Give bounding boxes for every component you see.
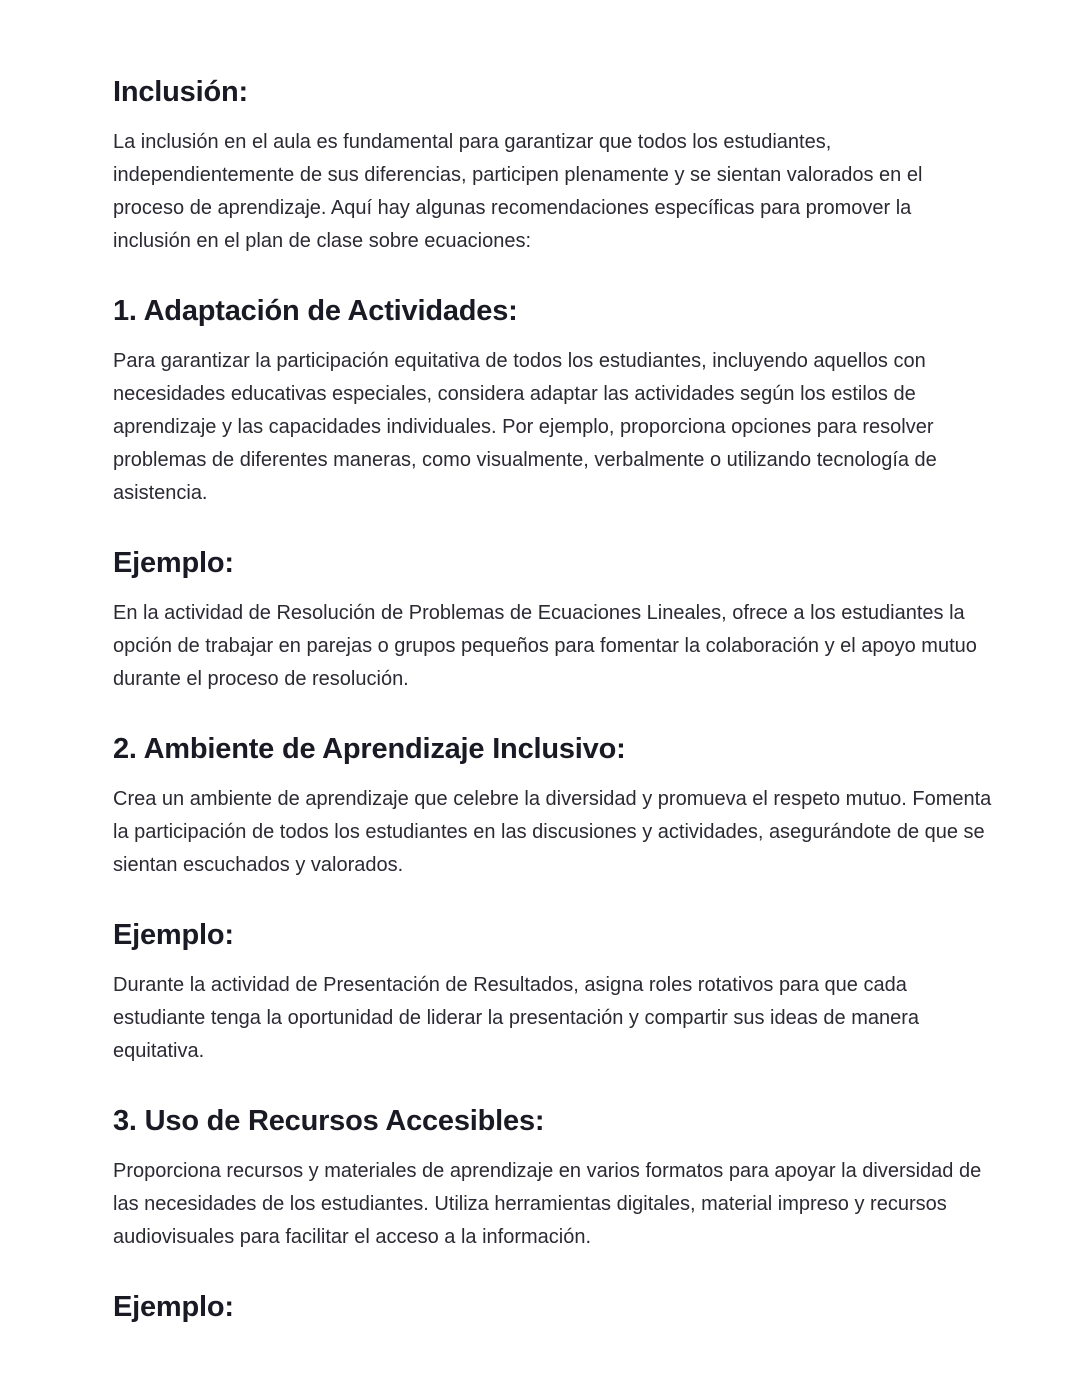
document-content bbox=[113, 72, 993, 1337]
section-paragraph-recursos: Proporciona recursos y materiales de aprendizaje en varios formatos para apoyar la diversidad de las necesidades de los estudiantes. Utiliza herramientas digitales, material impreso y recursos audiovisuales para facilitar el acceso a la información. bbox=[113, 1160, 982, 1248]
section-heading-ambiente: 2. Ambiente de Aprendizaje Inclusivo: bbox=[113, 733, 626, 765]
section-heading-recursos: 3. Uso de Recursos Accesibles: bbox=[113, 1105, 545, 1137]
section-heading-ejemplo-2: Ejemplo: bbox=[113, 919, 234, 951]
section-heading-adaptacion: 1. Adaptación de Actividades: bbox=[113, 295, 518, 327]
section-paragraph-adaptacion: Para garantizar la participación equitativa de todos los estudiantes, incluyendo aquellos con necesidades educativas especiales, considera adaptar las actividades según los estilos de aprendizaje y las capacidades individuales. Por ejemplo, proporciona opciones para resolver problemas de diferentes maneras, como visualmente, verbalmente o utilizando tecnología de asistencia. bbox=[113, 350, 937, 504]
section-paragraph-ejemplo-2: Durante la actividad de Presentación de Resultados, asigna roles rotativos para que cada estudiante tenga la oportunidad de liderar la presentación y compartir sus ideas de manera equitativa. bbox=[113, 974, 920, 1062]
section-heading-inclusion: Inclusión: bbox=[113, 76, 248, 108]
section-heading-ejemplo-1: Ejemplo: bbox=[113, 547, 234, 579]
section-heading-ejemplo-3: Ejemplo: bbox=[113, 1291, 234, 1323]
section-paragraph-inclusion: La inclusión en el aula es fundamental para garantizar que todos los estudiantes, independientemente de sus diferencias, participen plenamente y se sientan valorados en el proceso de aprendizaje. Aquí hay algunas recomendaciones específicas para promover la inclusión en el plan de clase sobre ecuaciones: bbox=[113, 131, 923, 252]
section-paragraph-ejemplo-1: En la actividad de Resolución de Problemas de Ecuaciones Lineales, ofrece a los estudiantes la opción de trabajar en parejas o grupos pequeños para fomentar la colaboración y el apoyo mutuo durante el proceso de resolución. bbox=[113, 602, 977, 690]
section-paragraph-ambiente: Crea un ambiente de aprendizaje que celebre la diversidad y promueva el respeto mutuo. Fomenta la participación de todos los estudiantes en las discusiones y actividades, asegurándote de que se sientan escuchados y valorados. bbox=[113, 788, 992, 876]
